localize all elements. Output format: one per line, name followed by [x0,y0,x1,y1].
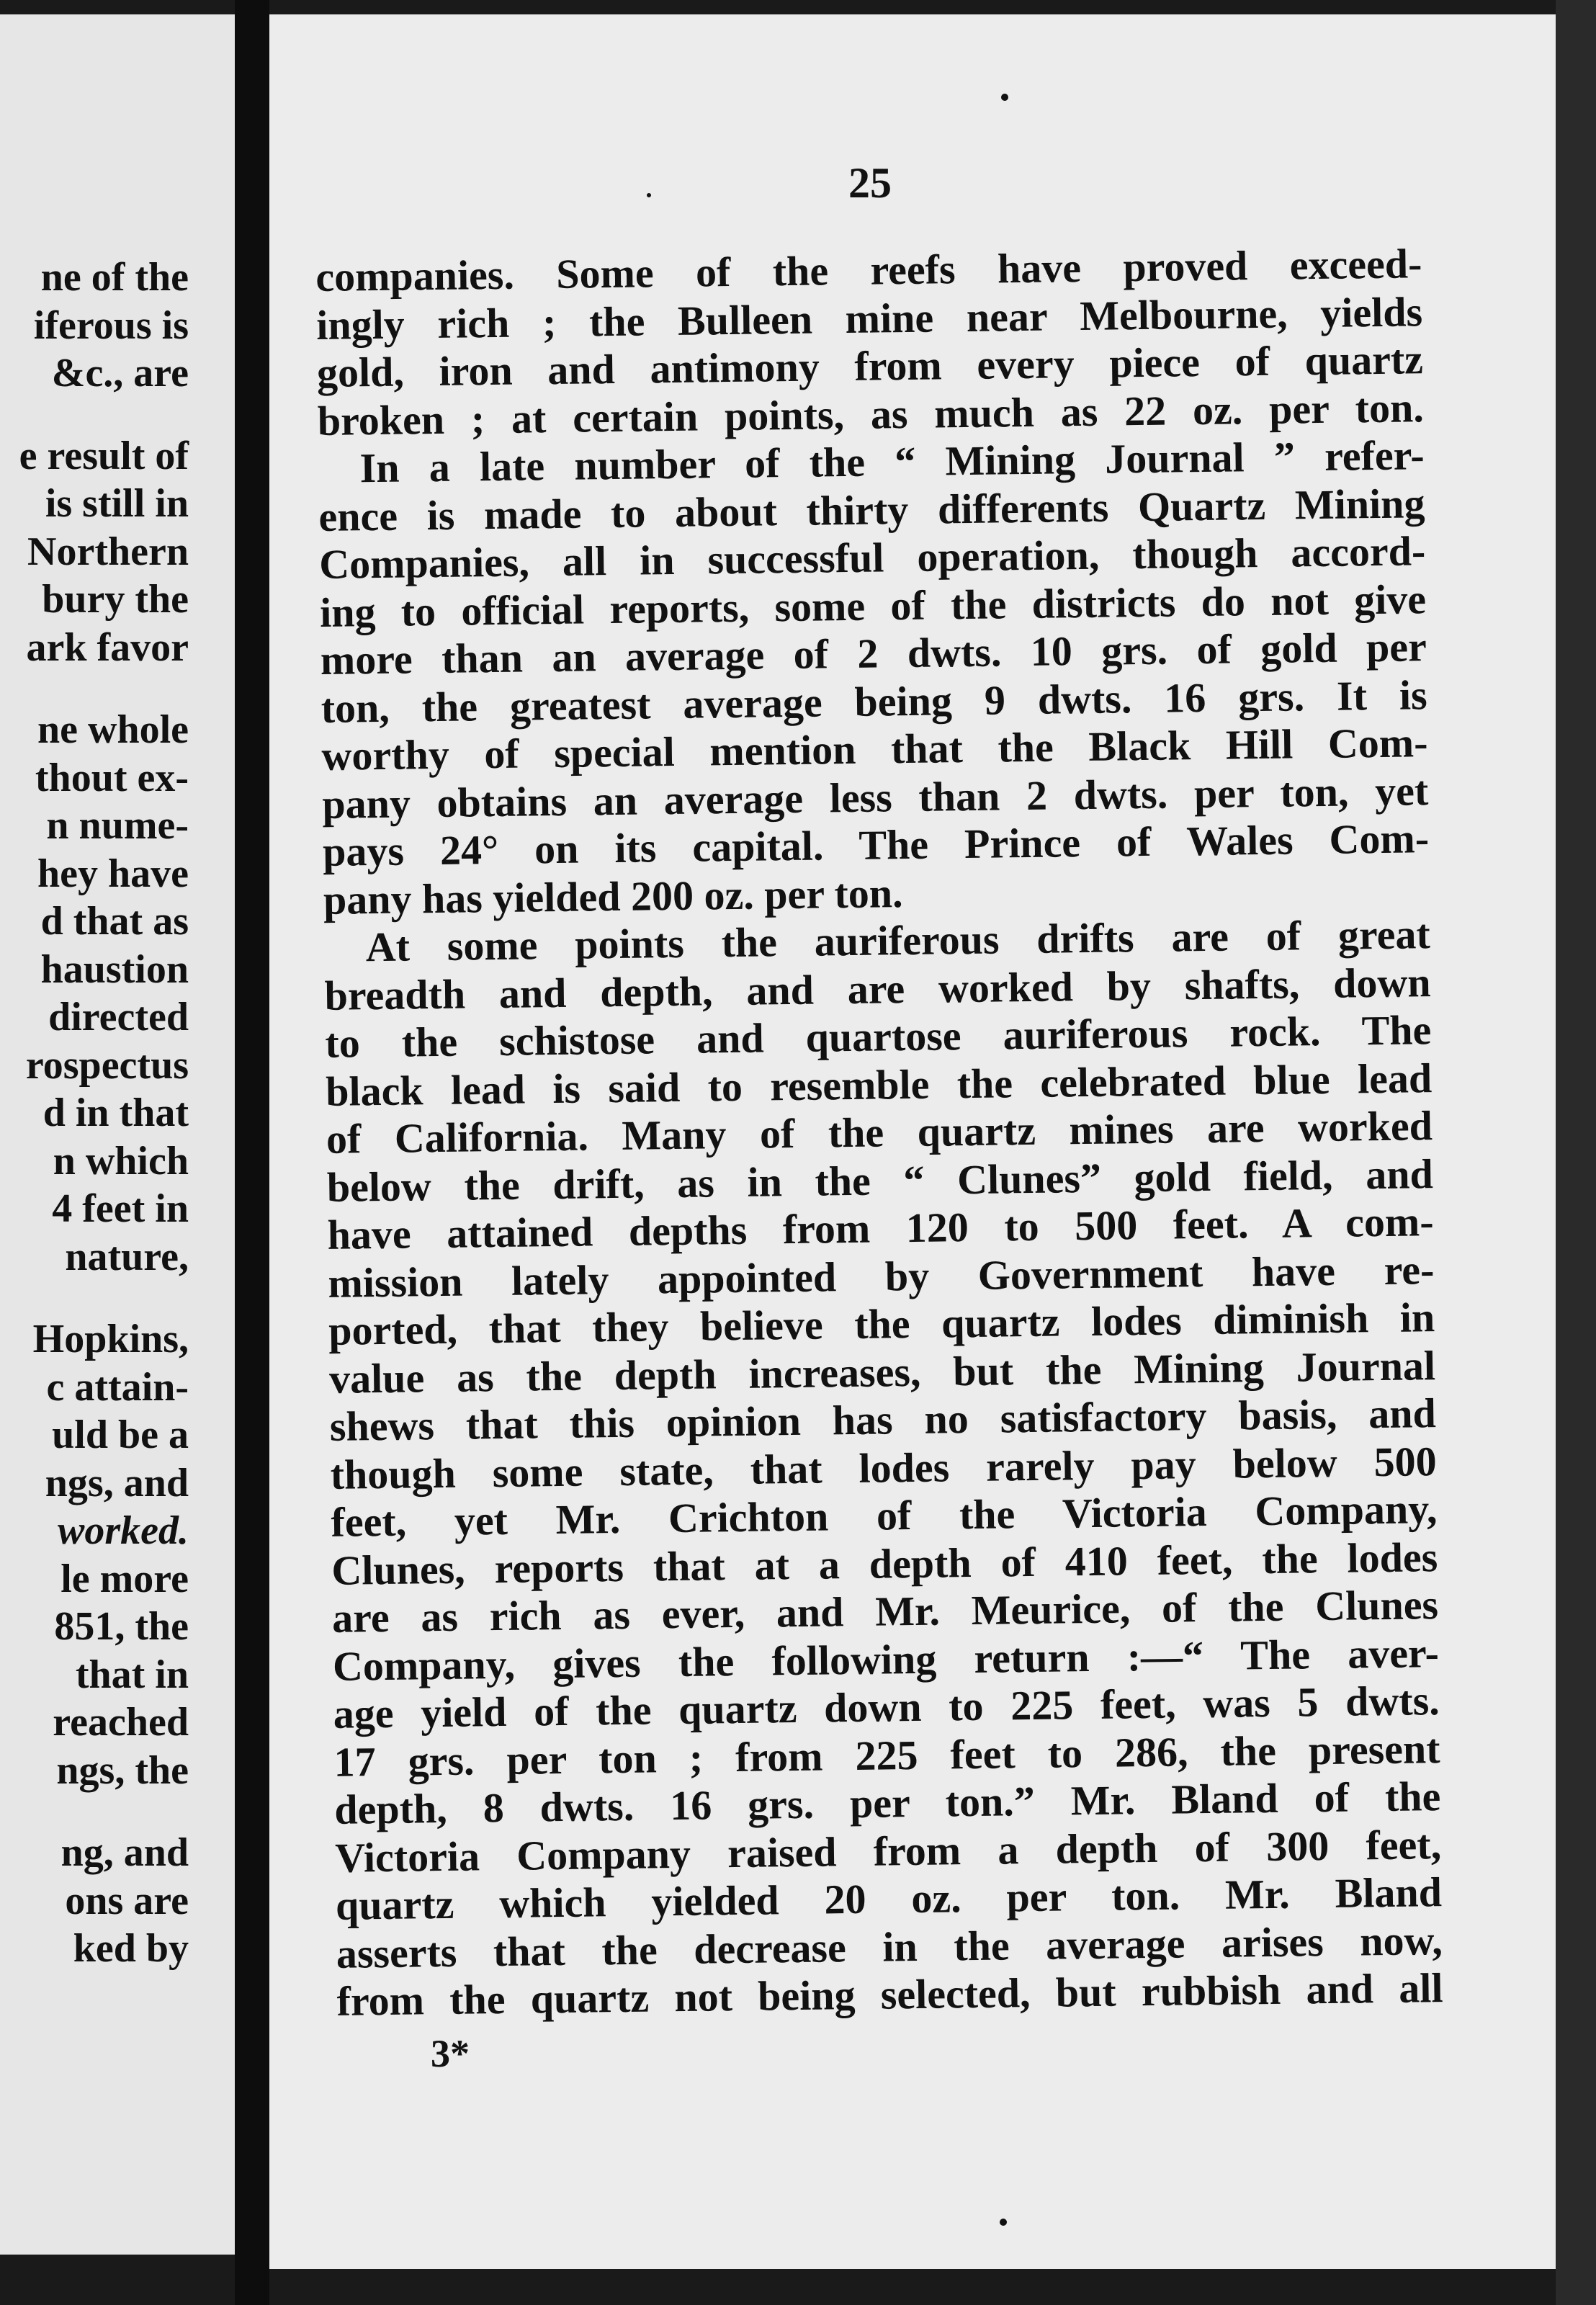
page-body-text [315,240,1443,2026]
left-page-text [0,254,189,1973]
left-page-line: ng, and [60,1830,189,1875]
book-gutter [235,0,269,2305]
text-line: 17 grs. per ton ; from 225 feet to 286, the present [333,1724,1440,1786]
text-line: ingly rich ; the Bulleen mine near Melbourne, yields [315,287,1423,349]
text-line: have attained depths from 120 to 500 feet. A com- [327,1198,1434,1258]
left-page-line [0,1794,189,1829]
signature-mark: 3* [431,2032,470,2075]
left-page-line: nature, [65,1234,189,1279]
text-line: ence is made to about thirty differents Quartz Mining [318,479,1425,540]
text-line: broken ; at certain points, as much as 22 oz. per ton. [317,383,1425,444]
text-line: worthy of special mention that the Black Hill Com- [321,719,1428,779]
speck [1000,2219,1007,2226]
text-line: At some points the auriferous drifts are of great [365,910,1431,971]
left-page-line: d that as [40,899,189,944]
left-page-line: Northern [27,529,189,574]
text-line: Victoria Company raised from a depth of 300 feet, [334,1820,1442,1881]
left-page-line: n which [53,1138,189,1183]
left-page-line: reached [53,1700,189,1745]
text-line: pany has yielded 200 oz. per ton. [323,869,903,923]
text-line: age yield of the quartz down to 225 feet, was 5 dwts. [333,1677,1440,1737]
text-line: quartz which yielded 20 oz. per ton. Mr. Bland [335,1868,1443,1929]
left-page-line: le more [60,1556,189,1601]
left-page-line: hey have [37,851,189,896]
text-line: breadth and depth, and are worked by shafts, down [324,958,1431,1019]
left-page-line: ons are [65,1878,189,1923]
left-page-line: uld be a [52,1413,189,1457]
text-line: shews that this opinion has no satisfactory basis, and [329,1389,1437,1450]
left-page-line: rospectus [25,1042,189,1088]
left-page-line: 4 feet in [52,1186,189,1231]
left-page-edge [0,14,238,2255]
text-line: Company, gives the following return :—“ The aver- [332,1629,1440,1690]
left-page-line [0,1281,189,1315]
left-page-line: is still in [45,481,189,526]
left-page-line: c attain- [46,1364,189,1410]
left-page-line: n nume- [46,803,189,848]
text-line: though some state, that lodes rarely pay below 500 [330,1437,1437,1498]
text-line: Clunes, reports that at a depth of 410 feet, the lodes [331,1533,1438,1594]
text-line: to the schistose and quartose auriferous rock. The [324,1006,1432,1067]
left-page-line [0,398,189,432]
text-line: value as the depth increases, but the Mining Journal [328,1341,1436,1402]
left-page-line [0,671,189,706]
left-page-line: thout ex- [35,755,189,800]
text-line: pays 24° on its capital. The Prince of Wales Com- [322,815,1430,875]
text-line: In a late number of the “ Mining Journal ” refer- [359,431,1425,492]
left-page-line: worked. [58,1508,189,1553]
text-line: feet, yet Mr. Crichton of the Victoria Company, [331,1485,1438,1546]
left-page-line: &c., are [51,351,189,395]
left-page-line: 851, the [54,1604,189,1649]
left-page-line: directed [48,995,189,1039]
left-page-line: bury the [42,577,189,622]
left-page-line: Hopkins, [32,1317,189,1361]
text-line: gold, iron and antimony from every piece of quartz [316,336,1424,396]
left-page-line: ne whole [37,707,189,752]
text-line: depth, 8 dwts. 16 grs. per ton.” Mr. Bland of the [333,1773,1441,1833]
text-line: from the quartz not being selected, but rubbish and all [336,1964,1443,2025]
text-line: black lead is said to resemble the celebrated blue lead [325,1054,1433,1115]
left-page-line: ne of the [40,255,189,300]
text-line: mission lately appointed by Government have re- [328,1245,1435,1307]
left-page-line: ark favor [26,625,189,670]
text-line: asserts that the decrease in the average arises now, [336,1916,1443,1977]
text-line: of California. Many of the quartz mines are worked [326,1102,1433,1163]
speck [647,193,651,197]
text-line: ported, that they believe the quartz lodes diminish in [328,1294,1435,1354]
left-page-line: that in [75,1652,189,1697]
right-page-edge [1556,0,1596,2305]
speck [1001,94,1008,101]
text-line: pany obtains an average less than 2 dwts. per ton, yet [321,766,1429,828]
left-page-line: ked by [73,1926,189,1971]
left-page-line: ngs, and [45,1460,189,1505]
left-page-line: d in that [42,1091,189,1135]
text-line: below the drift, as in the “ Clunes” gold field, and [326,1150,1434,1211]
text-line: companies. Some of the reefs have proved exceed- [315,240,1422,300]
text-line: more than an average of 2 dwts. 10 grs. of gold per [320,623,1427,684]
text-line: ton, the greatest average being 9 dwts. 16 grs. It is [320,671,1427,732]
page-number: 25 [848,159,892,207]
text-line: ing to official reports, some of the districts do not give [319,575,1427,636]
text-line: are as rich as ever, and Mr. Meurice, of the Clunes [331,1581,1439,1642]
left-page-line: iferous is [33,303,189,348]
text-line: Companies, all in successful operation, though accord- [318,527,1426,588]
left-page-line: e result of [19,433,189,478]
left-page-line: ngs, the [56,1747,189,1793]
left-page-line: haustion [40,946,189,992]
